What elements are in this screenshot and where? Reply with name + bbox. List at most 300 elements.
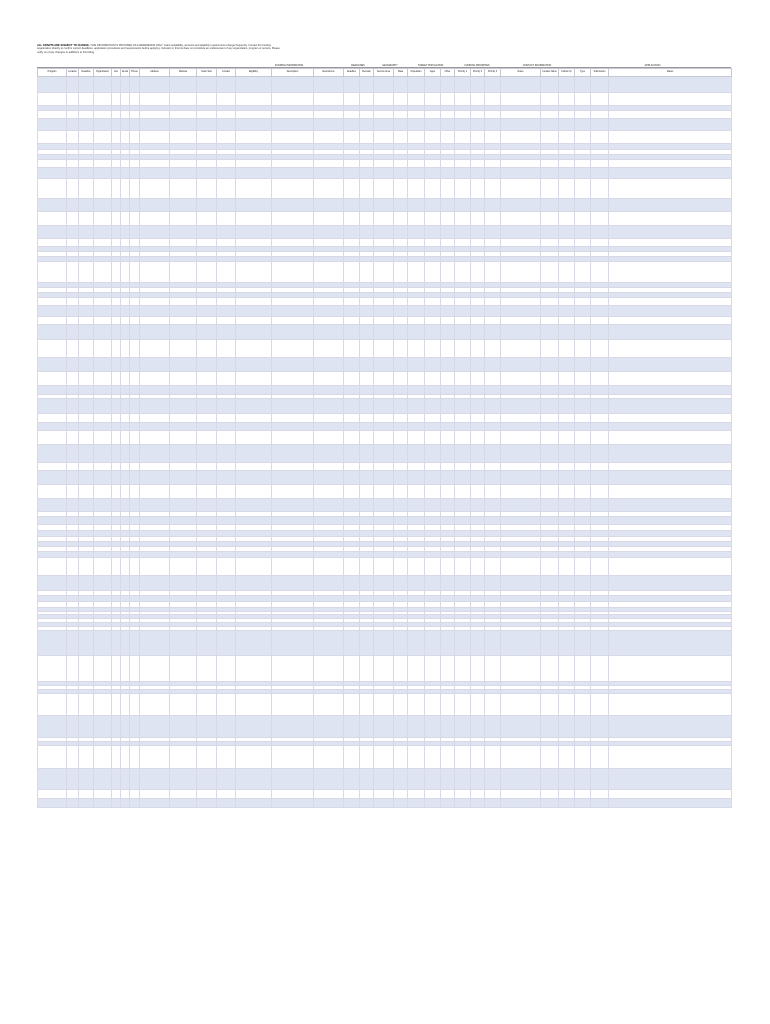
table-cell	[130, 93, 140, 106]
table-cell	[471, 485, 485, 499]
table-cell	[38, 298, 67, 306]
table-cell	[197, 168, 217, 179]
table-cell	[374, 445, 394, 463]
table-cell	[559, 131, 575, 144]
table-cell	[272, 160, 314, 168]
table-cell	[67, 262, 79, 283]
table-cell	[455, 576, 471, 591]
table-cell	[217, 558, 236, 576]
table-cell	[38, 372, 67, 386]
table-row	[38, 423, 732, 431]
table-cell	[67, 131, 79, 144]
table-cell	[112, 340, 121, 358]
table-cell	[394, 414, 408, 423]
table-cell	[374, 131, 394, 144]
table-cell	[575, 799, 591, 808]
table-cell	[408, 716, 425, 738]
table-cell	[408, 340, 425, 358]
table-cell	[67, 463, 79, 471]
table-cell	[140, 399, 170, 414]
table-cell	[394, 746, 408, 769]
table-cell	[575, 212, 591, 226]
table-cell	[609, 423, 732, 431]
table-cell	[408, 119, 425, 131]
table-row	[38, 769, 732, 790]
table-cell	[441, 799, 455, 808]
table-cell	[360, 226, 374, 239]
table-cell	[485, 445, 501, 463]
table-cell	[501, 226, 541, 239]
table-cell	[374, 340, 394, 358]
table-cell	[314, 386, 344, 395]
table-cell	[272, 298, 314, 306]
table-cell	[170, 656, 197, 682]
table-cell	[272, 790, 314, 799]
table-cell	[197, 325, 217, 340]
table-cell	[170, 414, 197, 423]
table-row	[38, 799, 732, 808]
column-group-5: FUNDING PRIORITIES	[454, 64, 500, 68]
table-cell	[471, 471, 485, 485]
table-cell	[170, 168, 197, 179]
table-cell	[344, 463, 360, 471]
table-cell	[485, 179, 501, 199]
table-cell	[591, 340, 609, 358]
table-cell	[408, 431, 425, 445]
table-cell	[344, 399, 360, 414]
table-cell	[130, 306, 140, 317]
table-cell	[559, 799, 575, 808]
table-cell	[121, 517, 130, 525]
table-cell	[455, 445, 471, 463]
table-cell	[408, 471, 425, 485]
table-cell	[314, 111, 344, 119]
table-cell	[344, 576, 360, 591]
table-cell	[471, 168, 485, 179]
table-cell	[130, 386, 140, 395]
table-row	[38, 262, 732, 283]
table-cell	[197, 423, 217, 431]
table-cell	[394, 499, 408, 512]
table-cell	[471, 399, 485, 414]
table-cell	[94, 358, 112, 372]
table-cell	[425, 306, 441, 317]
table-cell	[140, 226, 170, 239]
table-cell	[130, 179, 140, 199]
table-cell	[541, 160, 559, 168]
table-cell	[197, 298, 217, 306]
table-cell	[374, 463, 394, 471]
table-cell	[314, 212, 344, 226]
table-row	[38, 485, 732, 499]
table-cell	[360, 358, 374, 372]
table-cell	[38, 558, 67, 576]
table-cell	[471, 131, 485, 144]
table-cell	[170, 694, 197, 716]
table-cell	[314, 799, 344, 808]
table-cell	[130, 226, 140, 239]
table-cell	[170, 471, 197, 485]
table-cell	[394, 716, 408, 738]
table-cell	[272, 423, 314, 431]
table-cell	[130, 111, 140, 119]
table-cell	[344, 168, 360, 179]
table-cell	[344, 306, 360, 317]
table-cell	[559, 317, 575, 325]
table-cell	[217, 746, 236, 769]
table-cell	[471, 93, 485, 106]
table-cell	[471, 576, 485, 591]
table-cell	[441, 656, 455, 682]
table-cell	[344, 111, 360, 119]
table-cell	[121, 790, 130, 799]
table-cell	[425, 790, 441, 799]
table-row	[38, 790, 732, 799]
table-cell	[217, 93, 236, 106]
table-cell	[471, 199, 485, 212]
table-cell	[374, 179, 394, 199]
table-cell	[217, 226, 236, 239]
table-cell	[170, 517, 197, 525]
table-cell	[67, 93, 79, 106]
table-cell	[425, 399, 441, 414]
table-cell	[67, 517, 79, 525]
column-header-row	[38, 69, 732, 77]
table-cell	[609, 93, 732, 106]
table-cell	[67, 471, 79, 485]
table-cell	[541, 463, 559, 471]
table-cell	[130, 317, 140, 325]
table-cell	[559, 179, 575, 199]
table-cell	[575, 423, 591, 431]
table-cell	[575, 471, 591, 485]
table-cell	[67, 160, 79, 168]
table-cell	[575, 694, 591, 716]
table-cell	[112, 463, 121, 471]
table-cell	[130, 463, 140, 471]
table-cell	[455, 471, 471, 485]
table-cell	[79, 160, 94, 168]
table-cell	[67, 386, 79, 395]
table-cell	[38, 199, 67, 212]
table-cell	[471, 414, 485, 423]
table-cell	[541, 517, 559, 525]
table-cell	[112, 558, 121, 576]
table-cell	[501, 499, 541, 512]
column-header: Priority 3	[485, 69, 501, 77]
table-cell	[94, 463, 112, 471]
table-cell	[609, 298, 732, 306]
column-group-0	[37, 64, 235, 68]
table-cell	[140, 694, 170, 716]
table-cell	[408, 372, 425, 386]
table-cell	[591, 386, 609, 395]
table-cell	[591, 463, 609, 471]
table-cell	[485, 716, 501, 738]
table-cell	[197, 799, 217, 808]
table-cell	[591, 799, 609, 808]
table-cell	[217, 372, 236, 386]
table-cell	[374, 212, 394, 226]
table-cell	[314, 631, 344, 656]
table-cell	[38, 431, 67, 445]
table-cell	[217, 471, 236, 485]
table-cell	[441, 226, 455, 239]
table-cell	[441, 445, 455, 463]
table-cell	[541, 576, 559, 591]
table-cell	[471, 499, 485, 512]
table-cell	[471, 160, 485, 168]
table-cell	[455, 306, 471, 317]
table-cell	[170, 199, 197, 212]
table-cell	[471, 317, 485, 325]
table-cell	[94, 499, 112, 512]
table-cell	[79, 119, 94, 131]
table-cell	[67, 769, 79, 790]
table-cell	[374, 746, 394, 769]
table-cell	[67, 372, 79, 386]
table-cell	[121, 199, 130, 212]
table-cell	[314, 414, 344, 423]
table-cell	[609, 131, 732, 144]
table-cell	[455, 399, 471, 414]
table-cell	[170, 431, 197, 445]
table-cell	[471, 179, 485, 199]
table-cell	[94, 790, 112, 799]
table-cell	[170, 317, 197, 325]
table-cell	[374, 558, 394, 576]
table-cell	[425, 463, 441, 471]
table-cell	[501, 769, 541, 790]
table-cell	[217, 517, 236, 525]
table-cell	[130, 131, 140, 144]
table-cell	[455, 262, 471, 283]
table-cell	[394, 262, 408, 283]
table-cell	[130, 517, 140, 525]
table-cell	[394, 131, 408, 144]
table-cell	[121, 631, 130, 656]
table-cell	[67, 306, 79, 317]
table-cell	[272, 317, 314, 325]
table-row	[38, 558, 732, 576]
table-cell	[501, 131, 541, 144]
table-cell	[541, 168, 559, 179]
table-cell	[360, 298, 374, 306]
table-cell	[121, 716, 130, 738]
table-cell	[217, 119, 236, 131]
table-cell	[575, 485, 591, 499]
table-cell	[121, 799, 130, 808]
table-cell	[360, 111, 374, 119]
table-cell	[79, 399, 94, 414]
table-cell	[441, 716, 455, 738]
table-cell	[575, 262, 591, 283]
table-cell	[575, 631, 591, 656]
table-cell	[541, 431, 559, 445]
table-cell	[541, 716, 559, 738]
table-cell	[609, 77, 732, 93]
table-cell	[441, 576, 455, 591]
table-cell	[541, 746, 559, 769]
table-cell	[236, 631, 272, 656]
table-cell	[121, 431, 130, 445]
table-cell	[344, 716, 360, 738]
table-cell	[394, 199, 408, 212]
column-header: Email	[121, 69, 130, 77]
table-cell	[408, 358, 425, 372]
table-cell	[455, 212, 471, 226]
table-cell	[455, 317, 471, 325]
table-cell	[314, 517, 344, 525]
table-cell	[344, 372, 360, 386]
table-cell	[314, 656, 344, 682]
table-cell	[38, 239, 67, 247]
table-cell	[471, 694, 485, 716]
table-cell	[408, 298, 425, 306]
table-cell	[575, 517, 591, 525]
table-cell	[67, 790, 79, 799]
table-cell	[455, 160, 471, 168]
table-cell	[471, 386, 485, 395]
table-cell	[501, 262, 541, 283]
table-cell	[314, 399, 344, 414]
table-cell	[314, 131, 344, 144]
table-cell	[94, 431, 112, 445]
table-cell	[217, 576, 236, 591]
table-cell	[425, 262, 441, 283]
table-cell	[79, 471, 94, 485]
table-cell	[130, 399, 140, 414]
table-cell	[575, 656, 591, 682]
table-cell	[441, 298, 455, 306]
table-cell	[501, 517, 541, 525]
disclaimer-body: THIS INFORMATION IS PROVIDED AS A REFERENCE ONLY. Grant availability, amounts and eligibility requirements change frequently. Contact the funding organization directly to confirm current deadlines, application procedures and requirements before applying. Inclusion in this list does not constitute an endorsement of any organization, program or service. Please notify us of any changes or additions to this listing.	[37, 44, 280, 54]
table-cell	[112, 77, 121, 93]
table-cell	[591, 212, 609, 226]
table-cell	[314, 199, 344, 212]
table-cell	[501, 93, 541, 106]
table-cell	[609, 372, 732, 386]
table-cell	[394, 423, 408, 431]
column-header: Program	[38, 69, 67, 77]
table-cell	[94, 399, 112, 414]
table-cell	[360, 746, 374, 769]
table-cell	[217, 77, 236, 93]
table-cell	[425, 239, 441, 247]
table-cell	[236, 262, 272, 283]
table-cell	[408, 694, 425, 716]
table-cell	[591, 414, 609, 423]
table-cell	[79, 317, 94, 325]
table-cell	[67, 168, 79, 179]
table-cell	[314, 168, 344, 179]
table-cell	[79, 656, 94, 682]
table-cell	[394, 399, 408, 414]
table-cell	[121, 423, 130, 431]
table-cell	[94, 179, 112, 199]
table-cell	[112, 199, 121, 212]
table-cell	[140, 746, 170, 769]
table-cell	[609, 769, 732, 790]
table-cell	[609, 168, 732, 179]
column-header: Priority 1	[455, 69, 471, 77]
table-cell	[609, 119, 732, 131]
table-cell	[360, 199, 374, 212]
table-cell	[140, 631, 170, 656]
table-cell	[67, 799, 79, 808]
table-cell	[541, 239, 559, 247]
table-cell	[112, 631, 121, 656]
table-cell	[591, 746, 609, 769]
table-cell	[408, 226, 425, 239]
table-cell	[591, 325, 609, 340]
table-cell	[236, 716, 272, 738]
table-cell	[609, 499, 732, 512]
table-cell	[360, 558, 374, 576]
table-cell	[609, 212, 732, 226]
table-cell	[344, 471, 360, 485]
table-cell	[170, 212, 197, 226]
column-header: Address	[140, 69, 170, 77]
table-cell	[575, 306, 591, 317]
table-cell	[455, 298, 471, 306]
column-header: Contact	[217, 69, 236, 77]
table-row	[38, 386, 732, 395]
table-cell	[140, 769, 170, 790]
table-cell	[360, 694, 374, 716]
table-cell	[344, 77, 360, 93]
table-cell	[38, 386, 67, 395]
table-cell	[236, 694, 272, 716]
table-cell	[197, 372, 217, 386]
table-cell	[217, 386, 236, 395]
table-cell	[79, 131, 94, 144]
table-cell	[236, 790, 272, 799]
table-cell	[374, 716, 394, 738]
table-row	[38, 111, 732, 119]
table-cell	[197, 179, 217, 199]
table-cell	[541, 485, 559, 499]
table-cell	[575, 325, 591, 340]
table-row	[38, 212, 732, 226]
table-row	[38, 93, 732, 106]
table-cell	[314, 558, 344, 576]
table-cell	[471, 431, 485, 445]
table-cell	[559, 631, 575, 656]
table-cell	[471, 716, 485, 738]
table-cell	[236, 414, 272, 423]
table-cell	[360, 517, 374, 525]
table-cell	[471, 631, 485, 656]
table-cell	[170, 372, 197, 386]
table-cell	[425, 799, 441, 808]
table-cell	[609, 399, 732, 414]
table-cell	[121, 340, 130, 358]
table-cell	[501, 431, 541, 445]
table-cell	[94, 317, 112, 325]
table-cell	[38, 471, 67, 485]
table-cell	[455, 179, 471, 199]
table-cell	[94, 262, 112, 283]
table-cell	[471, 111, 485, 119]
table-cell	[501, 631, 541, 656]
table-cell	[344, 199, 360, 212]
table-cell	[272, 131, 314, 144]
table-cell	[112, 799, 121, 808]
table-cell	[140, 325, 170, 340]
table-row	[38, 414, 732, 423]
table-cell	[485, 358, 501, 372]
